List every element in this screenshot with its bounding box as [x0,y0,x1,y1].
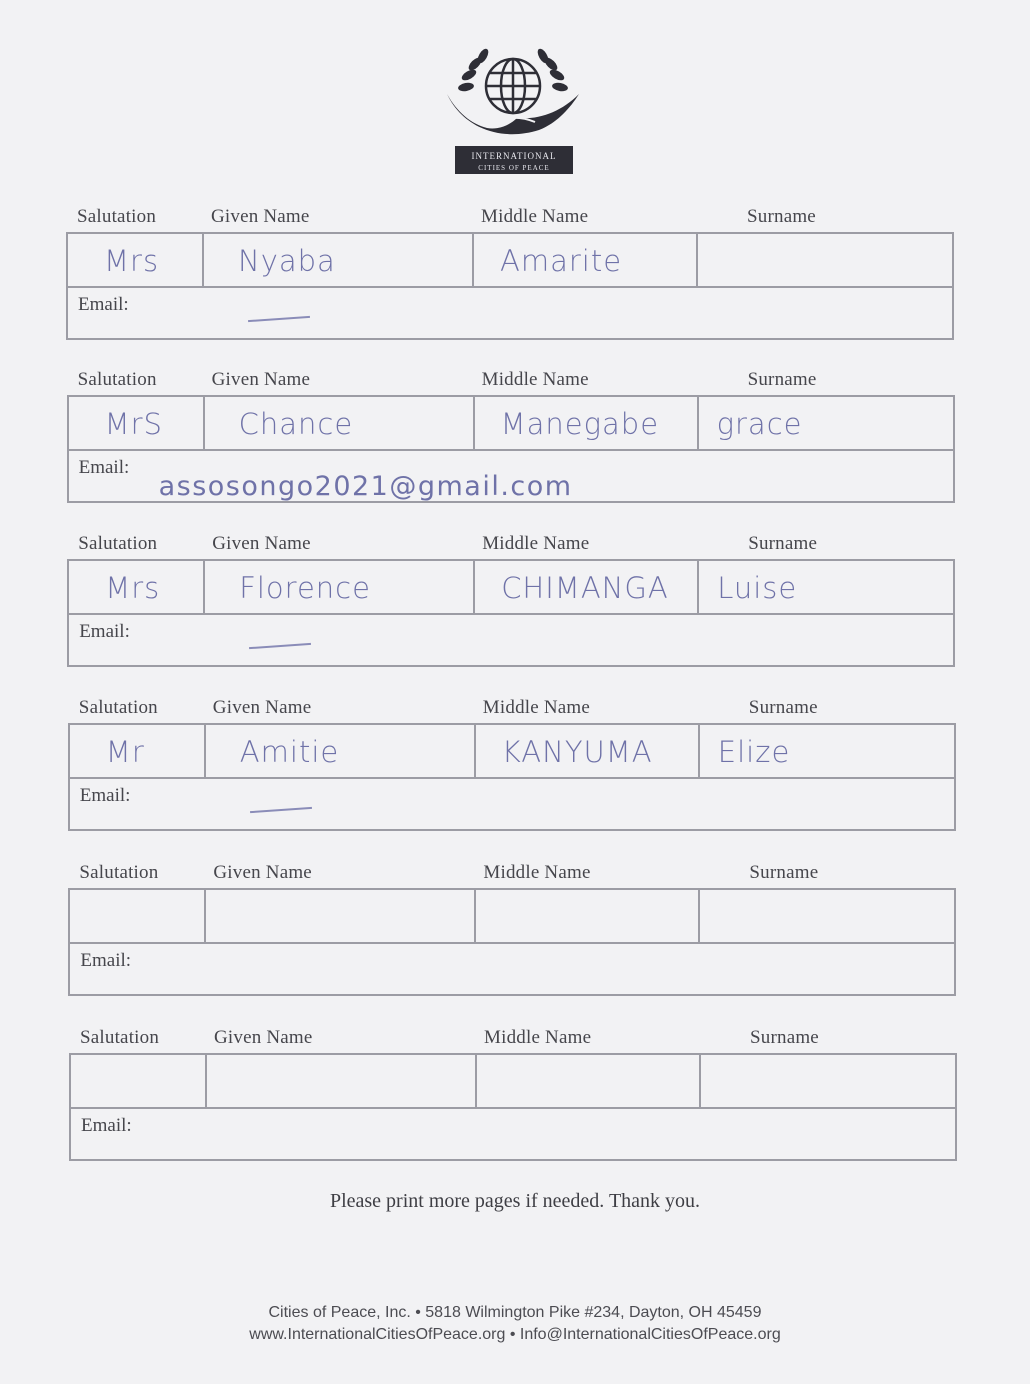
given-name-field[interactable] [204,234,474,286]
salutation-label: Salutation [78,697,158,718]
surname-label: Surname [748,533,818,554]
email-label: Email: [79,785,131,806]
email-label: Email: [80,950,132,971]
globe-icon [486,59,540,113]
middle-name-value: Amarite [500,244,623,278]
given-name-label: Given Name [213,862,312,883]
middle-name-label: Middle Name [483,862,591,883]
salutation-value: Mrs [104,244,160,278]
given-name-field[interactable] [205,561,475,613]
surname-field[interactable] [700,725,954,777]
attendee-entry [69,1027,963,1189]
salutation-field[interactable] [69,561,205,613]
middle-name-field[interactable] [475,397,699,449]
middle-name-label: Middle Name [482,533,590,554]
entry-box [67,395,955,503]
middle-name-field[interactable] [476,725,700,777]
surname-value: Elize [717,735,791,769]
middle-name-label: Middle Name [481,206,589,227]
email-label: Email: [78,294,129,315]
salutation-field[interactable] [69,397,205,449]
surname-value: grace [716,407,803,441]
middle-name-value: Manegabe [500,407,660,441]
surname-field[interactable] [699,561,953,613]
footer [0,1302,1030,1346]
attendee-entry [68,862,962,1024]
name-row [71,1055,955,1109]
surname-label: Surname [748,697,818,718]
print-more-note: Please print more pages if needed. Thank you. [329,1190,701,1212]
middle-name-label: Middle Name [481,369,589,390]
middle-name-field[interactable] [475,561,699,613]
given-name-field[interactable] [207,1055,477,1107]
surname-label: Surname [747,206,816,227]
attendee-entry [66,206,960,368]
surname-field[interactable] [700,890,954,942]
middle-name-field[interactable] [476,890,700,942]
surname-label: Surname [750,1027,819,1048]
given-name-value: Chance [238,407,354,441]
salutation-label: Salutation [78,533,158,554]
entry-box [68,723,956,831]
email-dash-mark [250,807,312,813]
salutation-label: Salutation [80,1027,160,1048]
name-row [69,561,953,615]
name-row [69,397,953,451]
name-row [70,725,954,779]
surname-field[interactable] [701,1055,955,1107]
salutation-value: Mrs [105,571,161,605]
attendee-entry [68,697,962,859]
given-name-label: Given Name [211,206,310,227]
entry-box [66,232,954,340]
email-dash-mark [248,316,310,322]
entry-box [67,559,955,667]
salutation-field[interactable] [68,234,204,286]
middle-name-field[interactable] [474,234,698,286]
given-name-label: Given Name [214,1027,313,1048]
salutation-label: Salutation [77,369,157,390]
attendee-entry [67,369,961,531]
logo-text-line1: INTERNATIONAL [471,151,557,161]
salutation-field[interactable] [70,890,206,942]
salutation-field[interactable] [70,725,206,777]
surname-field[interactable] [698,234,952,286]
given-name-field[interactable] [206,725,476,777]
email-label: Email: [78,457,130,478]
surname-field[interactable] [699,397,953,449]
footer-address: Cities of Peace, Inc. • 5818 Wilmington Pike #234, Dayton, OH 45459 [268,1304,762,1321]
middle-name-value: CHIMANGA [501,571,669,605]
middle-name-label: Middle Name [484,1027,592,1048]
email-dash-mark [249,643,311,649]
logo-text-line2: CITIES OF PEACE [478,164,550,172]
given-name-label: Given Name [212,533,311,554]
footer-contact: www.InternationalCitiesOfPeace.org • Info@InternationalCitiesOfPeace.org [249,1326,781,1343]
given-name-value: Nyaba [238,244,336,278]
salutation-value: MrS [104,407,163,441]
name-row [70,890,954,944]
entry-box [69,1053,957,1161]
international-cities-of-peace-logo [443,42,583,178]
attendee-entry [67,533,961,695]
entry-box [68,888,956,996]
email-label: Email: [81,1115,132,1136]
middle-name-field[interactable] [477,1055,701,1107]
middle-name-value: KANYUMA [501,735,653,769]
salutation-value: Mr [105,735,145,769]
surname-label: Surname [747,369,817,390]
email-label: Email: [79,621,130,642]
given-name-label: Given Name [211,369,311,390]
given-name-label: Given Name [212,697,312,718]
surname-label: Surname [749,862,819,883]
middle-name-label: Middle Name [482,697,590,718]
name-row [68,234,952,288]
given-name-field[interactable] [205,397,475,449]
salutation-label: Salutation [79,862,159,883]
given-name-value: Amitie [239,735,340,769]
given-name-value: Florence [239,571,371,605]
email-value[interactable]: assosongo2021@gmail.com [158,471,573,502]
salutation-field[interactable] [71,1055,207,1107]
salutation-label: Salutation [77,206,157,227]
given-name-field[interactable] [206,890,476,942]
surname-value: Luise [717,571,798,605]
